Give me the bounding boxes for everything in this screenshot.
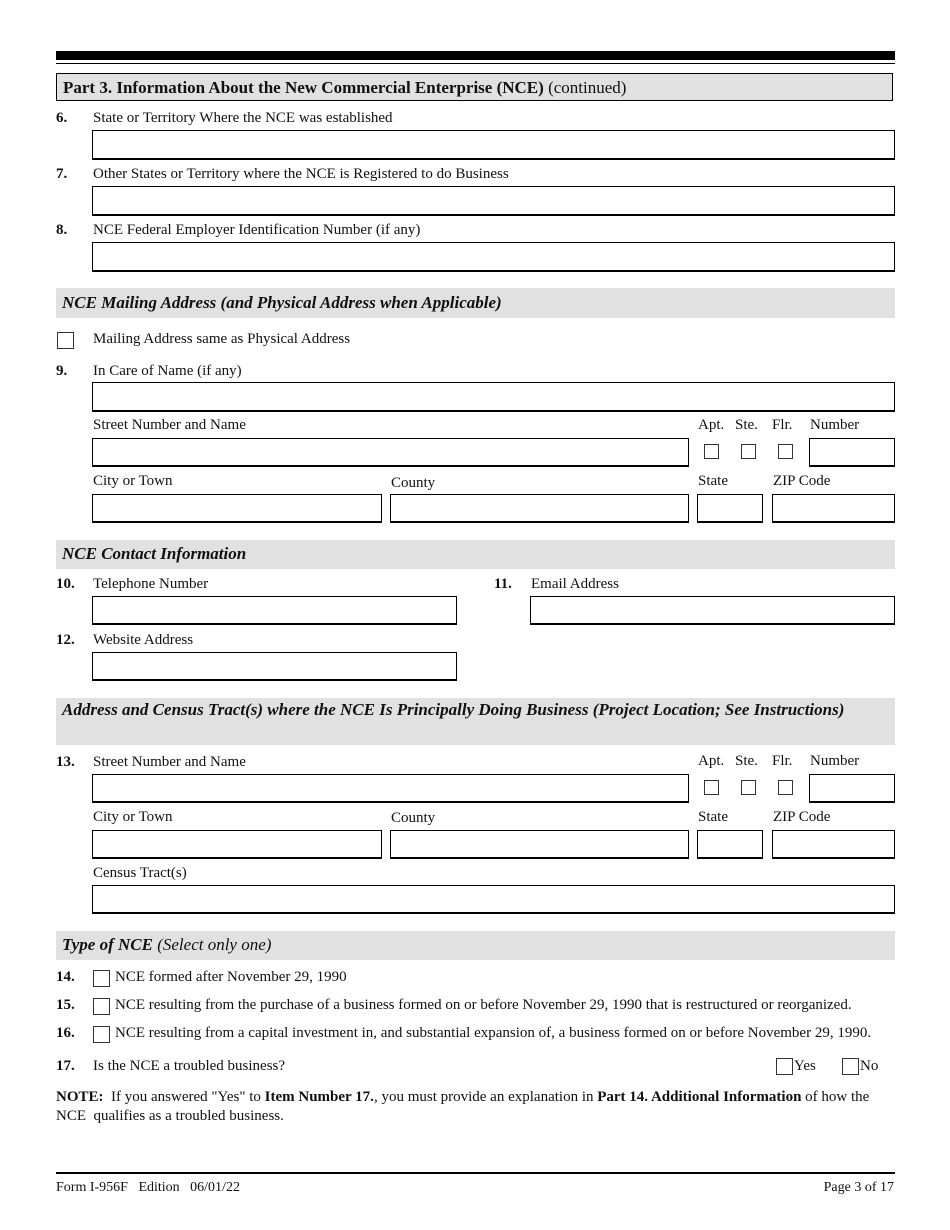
mailing-county-label: County [391, 475, 436, 491]
part-header [56, 73, 893, 101]
project-ste-checkbox[interactable] [741, 780, 756, 795]
project-city-label: City or Town [93, 809, 173, 825]
q12-number: 12. [56, 632, 75, 648]
project-street-input[interactable] [92, 774, 689, 803]
census-tract-input[interactable] [92, 885, 895, 914]
mailing-apt-label: Apt. [698, 417, 725, 433]
note-part-ref: Part 14. Additional Information [597, 1089, 802, 1105]
q8-number: 8. [56, 222, 68, 238]
q7-number: 7. [56, 166, 68, 182]
email-input[interactable] [530, 596, 895, 625]
q6-label: State or Territory Where the NCE was established [93, 110, 393, 126]
mailing-street-input[interactable] [92, 438, 689, 467]
mailing-ste-label: Ste. [735, 417, 758, 433]
mailing-number-label: Number [810, 417, 860, 433]
troubled-yes-checkbox[interactable] [776, 1058, 793, 1075]
project-state-input[interactable] [697, 830, 763, 859]
state-established-input[interactable] [92, 130, 895, 160]
q9-label: In Care of Name (if any) [93, 363, 242, 379]
mailing-flr-checkbox[interactable] [778, 444, 793, 459]
top-rule-thick [56, 51, 895, 60]
troubled-no-checkbox[interactable] [842, 1058, 859, 1075]
project-zip-label: ZIP Code [773, 809, 831, 825]
project-county-input[interactable] [390, 830, 689, 859]
project-state-label: State [698, 809, 728, 825]
note-text-1: If you answered "Yes" to [103, 1089, 265, 1105]
project-ste-label: Ste. [735, 753, 758, 769]
q9-number: 9. [56, 363, 68, 379]
q16-label: NCE resulting from a capital investment in, and substantial expansion of, a business formed on or before November 29, 1990. [115, 1025, 872, 1041]
troubled-yes-label: Yes [794, 1058, 816, 1074]
q13-number: 13. [56, 754, 75, 770]
website-input[interactable] [92, 652, 457, 681]
q10-label: Telephone Number [93, 576, 209, 592]
q11-number: 11. [494, 576, 512, 592]
type-section-title: Type of NCE [62, 935, 153, 954]
q17-number: 17. [56, 1058, 75, 1074]
q8-label: NCE Federal Employer Identification Number (if any) [93, 222, 421, 238]
fein-input[interactable] [92, 242, 895, 272]
q11-label: Email Address [531, 576, 619, 592]
q16-number: 16. [56, 1025, 75, 1041]
mailing-city-input[interactable] [92, 494, 382, 523]
note-text-2: , you must provide an explanation in [373, 1089, 598, 1105]
project-number-label: Number [810, 753, 860, 769]
care-of-name-input[interactable] [92, 382, 895, 412]
project-unit-number-input[interactable] [809, 774, 895, 803]
same-address-checkbox[interactable] [57, 332, 74, 349]
other-states-input[interactable] [92, 186, 895, 216]
project-apt-checkbox[interactable] [704, 780, 719, 795]
project-zip-input[interactable] [772, 830, 895, 859]
mailing-zip-label: ZIP Code [773, 473, 831, 489]
telephone-input[interactable] [92, 596, 457, 625]
mailing-flr-label: Flr. [772, 417, 793, 433]
mailing-street-label: Street Number and Name [93, 417, 246, 433]
q15-label: NCE resulting from the purchase of a business formed on or before November 29, 1990 that is restructured or reorganized. [115, 997, 852, 1013]
q17-label: Is the NCE a troubled business? [93, 1058, 286, 1074]
type-capital-investment-checkbox[interactable] [93, 1026, 110, 1043]
q7-label: Other States or Territory where the NCE is Registered to do Business [93, 166, 509, 182]
type-formed-after-checkbox[interactable] [93, 970, 110, 987]
project-flr-label: Flr. [772, 753, 793, 769]
footer-rule [56, 1172, 895, 1174]
mailing-county-input[interactable] [390, 494, 689, 523]
mailing-state-label: State [698, 473, 728, 489]
project-county-label: County [391, 810, 436, 826]
footer-form-edition: Form I-956F Edition 06/01/22 [56, 1180, 240, 1195]
q15-number: 15. [56, 997, 75, 1013]
q14-label: NCE formed after November 29, 1990 [115, 969, 347, 985]
mailing-unit-number-input[interactable] [809, 438, 895, 467]
mailing-state-input[interactable] [697, 494, 763, 523]
type-section-subtitle: (Select only one) [157, 935, 272, 954]
note-text-3: of how the NCE qualifies as a troubled business. [56, 1089, 874, 1124]
mailing-zip-input[interactable] [772, 494, 895, 523]
mailing-section-header: NCE Mailing Address (and Physical Address when Applicable) [56, 288, 895, 318]
part-header-title: Part 3. Information About the New Commercial Enterprise (NCE) [63, 78, 544, 97]
same-address-label: Mailing Address same as Physical Address [93, 331, 351, 347]
footer-page-number: Page 3 of 17 [823, 1180, 894, 1195]
mailing-ste-checkbox[interactable] [741, 444, 756, 459]
census-section-header: Address and Census Tract(s) where the NCE Is Principally Doing Business (Project Location; See Instructions) [56, 698, 895, 745]
mailing-city-label: City or Town [93, 473, 173, 489]
note-paragraph [56, 1088, 891, 1126]
census-tract-label: Census Tract(s) [93, 865, 187, 881]
troubled-no-label: No [860, 1058, 879, 1074]
q12-label: Website Address [93, 632, 194, 648]
contact-section-header: NCE Contact Information [56, 540, 895, 569]
q14-number: 14. [56, 969, 75, 985]
top-rule-thin [56, 63, 895, 64]
q10-number: 10. [56, 576, 75, 592]
note-item-ref: Item Number 17. [264, 1089, 374, 1105]
mailing-apt-checkbox[interactable] [704, 444, 719, 459]
part-header-suffix: (continued) [548, 78, 627, 97]
note-lead: NOTE: [56, 1089, 104, 1105]
q6-number: 6. [56, 110, 68, 126]
type-section-header [56, 931, 895, 960]
project-apt-label: Apt. [698, 753, 725, 769]
project-flr-checkbox[interactable] [778, 780, 793, 795]
project-street-label: Street Number and Name [93, 754, 246, 770]
type-purchase-checkbox[interactable] [93, 998, 110, 1015]
project-city-input[interactable] [92, 830, 382, 859]
